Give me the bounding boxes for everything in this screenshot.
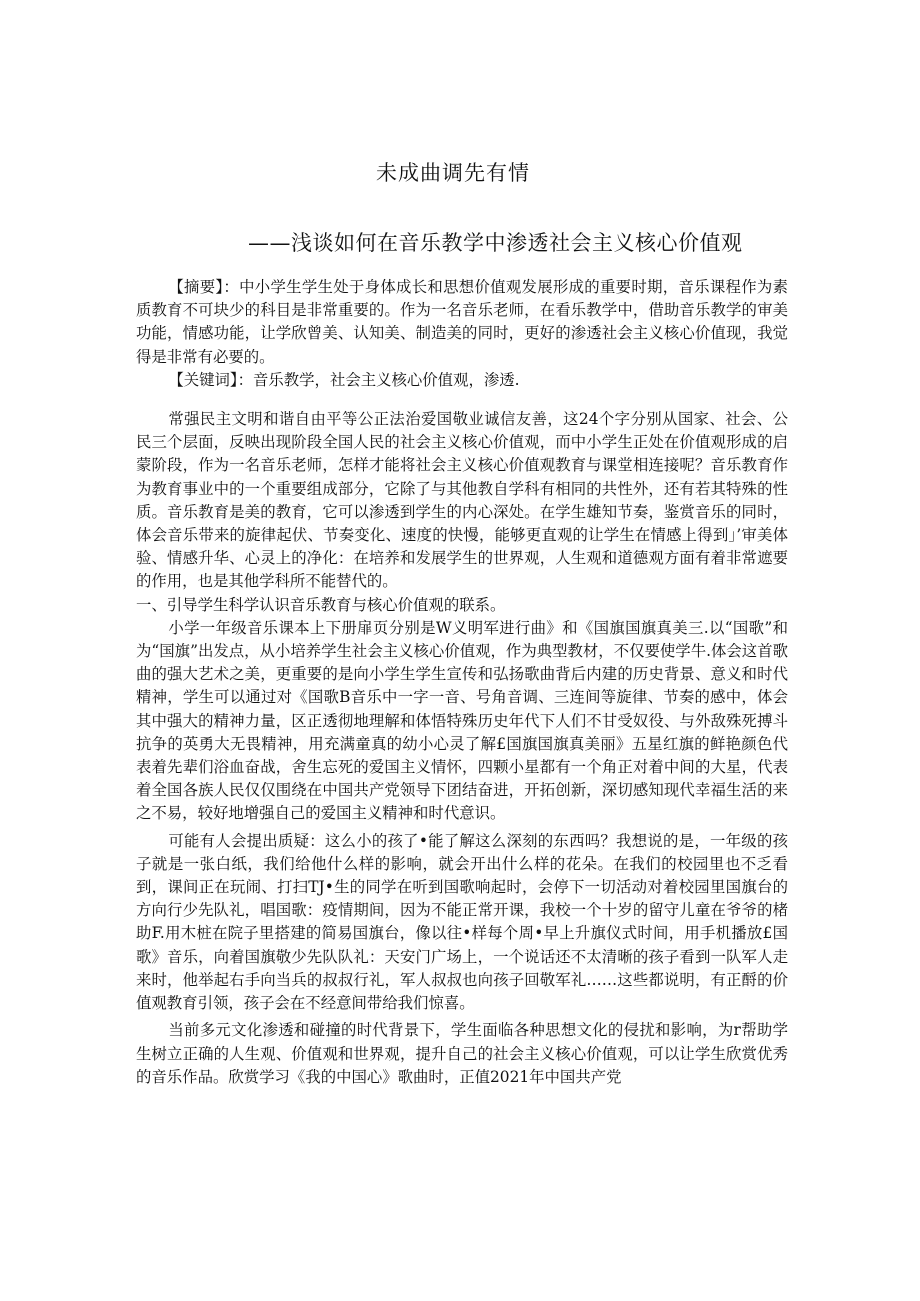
keywords-paragraph [136,369,788,392]
body-paragraph: 当前多元文化渗透和碰撞的时代背景下，学生面临各种思想文化的侵扰和影响，为r帮助学生树立正确的人生观、价值观和世界观，提升自己的社会主义核心价值观，可以让学生欣赏优秀的音乐作品。欣赏学习《我的中国心》歌曲时，正值2021年中国共产党 [136,1021,788,1086]
section-heading: 一、引导学生科学认识音乐教育与核心价值观的联系。 [136,595,506,614]
document-title: 未成曲调先有情 [376,161,530,185]
document-body [136,276,788,1089]
abstract-label: 【摘要】 [168,278,224,296]
keywords-label: 【关键词】 [168,370,238,389]
abstract-text: ：中小学生学生处于身体成长和思想价值观发展形成的重要时期，音乐课程作为素质教育不可块少的科目是非常重要的。作为一名音乐老师，在看乐教学中，借助音乐教学的审美功能，情感功能，让学欣曾美、认知美、制造美的同时，更好的渗透社会主义核心价值现，我觉得是非常有必要的。 [136,278,788,366]
document-subtitle: ——浅谈如何在音乐教学中渗透社会主义核心价值观 [248,231,743,255]
body-paragraph: 常强民主文明和谐自由平等公正法治爱国敬业诚信友善，这24个字分别从国家、社会、公民三个层面，反映出现阶段全国人民的社会主义核心价值观，而中小学生正处在价值观形成的启蒙阶段，作为一名音乐老师，怎样才能将社会主义核心价值观教育与课堂相连接呢？音乐教育作为教育事业中的一个重要组成部分，它除了与其他教自学科有相同的共性外，还有若其特殊的性质。音乐教育是美的教育，它可以渗透到学生的内心深处。在学生雄知节奏，鉴赏音乐的同时，体会音乐带来的旋律起伏、节奏变化、速度的快慢，能够更直观的让学生在情感上得到」’审美体验、情感升华、心灵上的净化：在培养和发展学生的世界观，人生观和道德观方面有着非常遮要的作用，也是其他学科所不能替代的。 [136,410,788,591]
abstract-paragraph [136,276,788,369]
keywords-text: ：音乐教学，社会主义核心价值观，渗透. [237,370,520,389]
body-paragraph: 可能有人会提出质疑：这么小的孩了•能了解这么深刻的东西吗？我想说的是，一年级的孩子就是一张白纸，我们给他什么样的影响，就会开出什么样的花朵。在我们的校园里也不乏看到，课间正在玩闹、打扫TJ•生的同学在听到国歌响起时，会停下一切活动对着校园里国旗台的方向行少先队礼，唱国歌：疫情期间，因为不能正常开课，我校一个十岁的留守儿童在爷爷的楮助F.用木桩在院子里搭建的简易国旗台，像以往•样每个周•早上升旗仪式时间，用手机播放£国歌》音乐，向着国旗敬少先队队礼：天安门广场上，一个说话还不太清晰的孩子看到一队军人走来时，他举起右手向当兵的叔叔行礼，军人叔叔也向孩子回敬军礼……这些都说明，有正酹的价值观教育引领，孩子会在不经意间带给我们惊喜。 [136,831,788,1013]
body-paragraph: 小学一年级音乐课本上下册扉页分别是W义明军进行曲》和《国旗国旗真美三.以“国歌”和为“国旗”出发点，从小培养学生社会主义核心价值观，作为典型教材，不仅要使学牛.体会这首歌曲的强大艺术之美，更重要的是向小学生学生宣传和弘扬歌曲背后内建的历史背景、意义和时代精神，学生可以通过对《国歌B音乐中一字一音、号角音调、三连间等旋律、节奏的感中，体会其中强大的精神力量，区正透彻地理解和体悟特殊历史年代下人们不甘受奴役、与外敌殊死搏斗抗争的英勇大无畏精神，用充满童真的幼小心灵了解£国旗国旗真美丽》五星红旗的鲜艳颜色代表着先辈们浴血奋战，舍生忘死的爱国主义情怀，四颗小星都有一个角正对着中间的大星，代表着全国各族人民仅仅围绕在中国共产党领导下团结奋进，开拓创新，深切感知现代幸福生活的来之不易，较好地增强自己的爱国主义精神和时代意识。 [136,618,788,823]
